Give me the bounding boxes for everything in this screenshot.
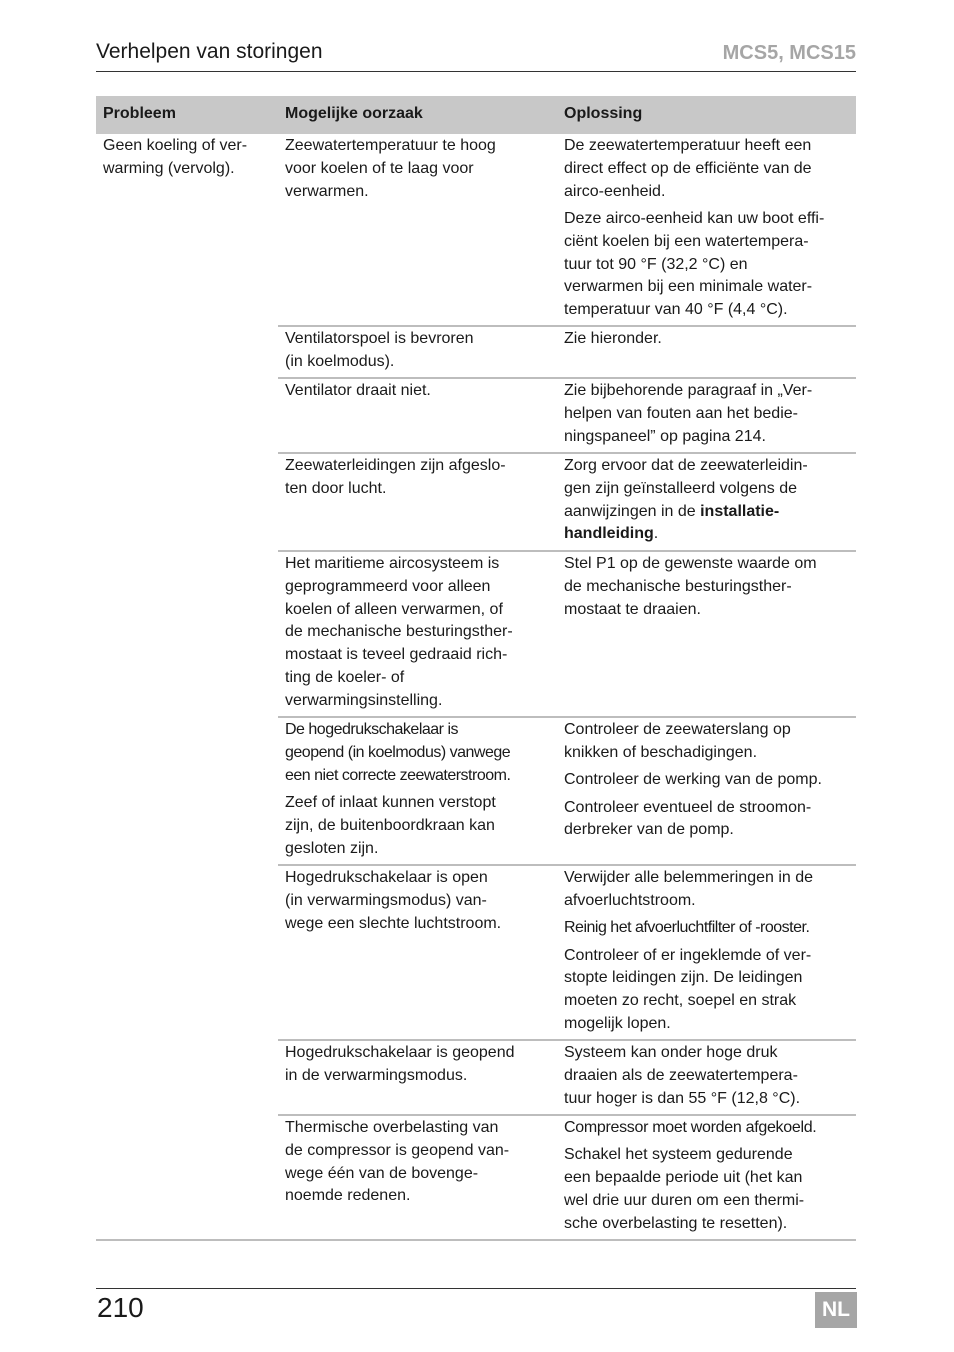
solution-cell [564,1117,852,1240]
cause-text: Ventilatorspoel is bevroren (in koelmodus). [285,330,474,370]
problem-cell [103,135,273,185]
solution-cell [564,1042,852,1115]
solution-text: Stel P1 op de gewenste waarde om de mechanische besturingsther- mostaat te draaien. [564,555,817,618]
solution-text: Controleer of er ingeklemde of ver- stopte leidingen zijn. De leidingen moeten zo recht, soepel en strak mogelijk lopen. [564,946,812,1032]
cause-cell [285,1117,555,1213]
language-badge: NL [815,1292,857,1328]
cause-text: Zeewatertemperatuur te hoog voor koelen of te laag voor verwarmen. [285,137,496,200]
solution-text: Controleer eventueel de stroomon- derbreker van de pomp. [564,798,812,839]
solution-text: Zie bijbehorende paragraaf in „Ver- helpen van fouten aan het bedie- ningspaneel” op pagina 214. [564,382,813,445]
cause-cell [285,553,555,717]
solution-cell [564,553,852,626]
solution-cell [564,719,852,847]
row-separator [278,1039,856,1041]
solution-text: Zie hieronder. [564,330,662,347]
cause-text: Thermische overbelasting van de compressor is geopend van- wege één van de bovenge- noemde redenen. [285,1119,510,1205]
cause-cell [285,867,555,940]
solution-cell [564,135,852,327]
solution-text: Deze airco-eenheid kan uw boot effi- ciënt koelen bij een watertempera- tuur tot 90 °F (32,2 °C) en verwarmen bij een minimale water- temperatuur van 40 °F (4,4 °C). [564,209,825,319]
solution-cell [564,380,852,453]
cause-cell [285,135,555,208]
cause-text: Hogedrukschakelaar is open (in verwarmingsmodus) van- wege een slechte luchtstroom. [285,869,502,932]
solution-text: Controleer de werking van de pomp. [564,771,822,789]
problem-text: Geen koeling of ver- warming (vervolg). [103,137,248,177]
header-rule [96,71,856,72]
cause-text: Het maritieme aircosysteem is geprogrammeerd voor alleen koelen of alleen verwarmen, of de mechanische besturingsther- mostaat is teveel gedraaid rich- ting de koeler- of verwarmingsinstelling. [285,555,513,709]
row-separator [278,325,856,327]
column-header-solution: Oplossing [564,105,643,122]
solution-text: Compressor moet worden afgekoeld. [564,1119,817,1136]
solution-text: De zeewatertemperatuur heeft een direct effect op de efficiënte van de airco-eenheid. [564,137,812,200]
row-separator [278,452,856,454]
cause-cell [285,719,555,865]
solution-text: Schakel het systeem gedurende een bepaalde periode uit (het kan wel drie uur duren om een thermi- sche overbelasting te resetten). [564,1146,805,1232]
table-header [96,96,856,134]
cause-text: Hogedrukschakelaar is geopend in de verwarmingsmodus. [285,1044,515,1084]
column-header-cause: Mogelijke oorzaak [285,105,423,122]
page-number: 210 [97,1292,144,1323]
solution-text-bold: installatie- handleiding [564,502,780,543]
row-separator [278,1114,856,1116]
solution-text-end: . [653,525,659,543]
page-header-model: MCS5, MCS15 [722,42,856,64]
column-header-problem: Probleem [103,105,176,122]
solution-text-start: Zorg ervoor dat de zeewaterleidin- gen zijn geïnstalleerd volgens de aanwijzingen in de [564,457,808,520]
cause-text: Ventilator draait niet. [285,382,431,399]
cause-text: Zeef of inlaat kunnen verstopt zijn, de buitenboordkraan kan gesloten zijn. [285,793,496,857]
page-header-title: Verhelpen van storingen [96,40,323,63]
row-separator [278,864,856,866]
row-separator [278,377,856,379]
table-bottom-rule [96,1239,856,1241]
solution-text: Systeem kan onder hoge druk draaien als de zeewatertempera- tuur hoger is dan 55 °F (12,8 °C). [564,1044,801,1107]
solution-cell [564,455,852,551]
row-separator [278,716,856,718]
cause-cell [285,328,555,378]
solution-text [564,455,852,546]
cause-text: De hogedrukschakelaar is geopend (in koelmodus) vanwege een niet correcte zeewaterstroom. [285,721,511,784]
cause-cell [285,455,555,505]
solution-cell [564,328,852,355]
solution-cell [564,867,852,1040]
cause-cell [285,1042,555,1092]
cause-text: Zeewaterleidingen zijn afgeslo- ten door lucht. [285,457,506,497]
solution-text: Controleer de zeewaterslang op knikken of beschadigingen. [564,721,791,761]
solution-text: Verwijder alle belemmeringen in de afvoerluchtstroom. [564,869,814,909]
footer-rule [96,1288,856,1289]
solution-text: Reinig het afvoerluchtfilter of -rooster. [564,919,810,937]
row-separator [278,550,856,552]
cause-cell [285,380,555,407]
